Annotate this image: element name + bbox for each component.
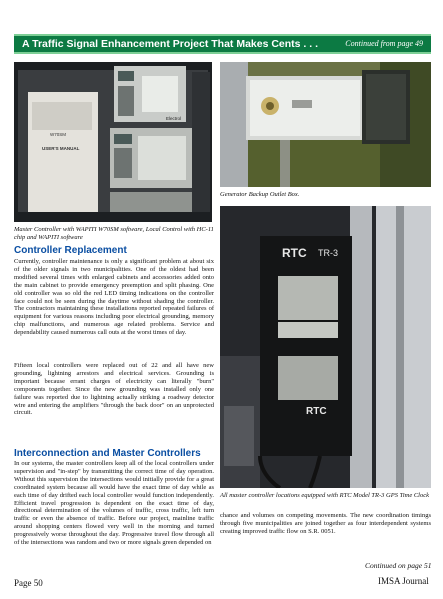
generator-photo	[220, 62, 431, 187]
section-heading-interconnection: Interconnection and Master Controllers	[14, 448, 201, 459]
rtc-brand-label: RTC	[282, 246, 307, 260]
continued-on-note: Continued on page 51	[365, 561, 432, 570]
controller-brand-label: Electrol	[166, 116, 182, 121]
page-number: Page 50	[14, 578, 43, 588]
controller-photo-caption: Master Controller with WAPITI W70SM software, Local Control with HC-11 chip and WAPITI software	[14, 226, 214, 241]
section-heading-controller-replacement: Controller Replacement	[14, 245, 127, 256]
controller-photo	[14, 62, 212, 222]
interconnection-paragraph-1: In our systems, the master controllers keep all of the local controllers under supervision and "in-step" by transmitting the correct time of day operation. Without this supervision the intersections would initially provide for a great coordinated system because all would have the exact time of day while as each time of day drifted each local controller would function independently. Efficient travel progression is dependent on the exact time of day, directional determination of the volumes of traffic, cross traffic, left turn traffic or even the absence of traffic. Before our project, mainline traffic around shopping centers flowed very well in the morning and turned progressively worse throughout the day. Progressive travel flow through all of the intersections was random and two or more signals green depended on	[14, 460, 214, 547]
tr3-clock-unit	[260, 236, 352, 456]
rtc-model-label: TR-3	[318, 248, 338, 258]
generator-photo-illustration	[220, 62, 431, 187]
generator-photo-caption: Generator Backup Outlet Box.	[220, 191, 300, 198]
article-banner	[14, 34, 431, 54]
publication-name: IMSA Journal	[378, 576, 429, 586]
manual-title-label: USER'S MANUAL	[42, 146, 80, 151]
rtc-footer-brand: RTC	[306, 406, 327, 417]
rtc-photo	[220, 206, 431, 488]
controller-replacement-paragraph-1: Currently, controller maintenance is only a significant problem at about six of the older signals in two municipalities. One of the oldest had been modified several times with enlarged cabinets and accessories added onto the main cabinet to provide emergency preemption and split phasing. One old controller was so old the red LED timing indications on the controller face could not be seen during the daytime without shading the controller. The contractors maintaining these installations reported repeated failures of equipment for various reasons including poor electrical grounding, memory chip malfunctions, and numerous age related problems. Service and dependability caused numerous call outs at the worst times of day.	[14, 258, 214, 337]
right-column-paragraph: chance and volumes on competing movements. The new coordination timings through five municipalities are joined together as four interdependent systems creating improved traffic flow on S.R. 0051.	[220, 512, 431, 535]
banner-title: A Traffic Signal Enhancement Project That Makes Cents . . .	[22, 38, 319, 50]
rtc-photo-caption: All master controller locations equipped with RTC Model TR-3 GPS Time Clock	[220, 492, 430, 499]
controller-photo-illustration	[14, 62, 212, 222]
banner-continued-note: Continued from page 49	[345, 39, 423, 48]
controller-replacement-paragraph-2: Fifteen local controllers were replaced out of 22 and all have new grounding, lightning arrestors and electrical services. Grounding is important because errant charges of electricity can literally "burn" components together. Since the new grounding was installed only one failure was reported due to lightning actually striking a roadway detector wire and entering the amplifiers "through the back door" on an unprotected circuit.	[14, 362, 214, 417]
manual-model-label: W70SM	[50, 132, 67, 137]
